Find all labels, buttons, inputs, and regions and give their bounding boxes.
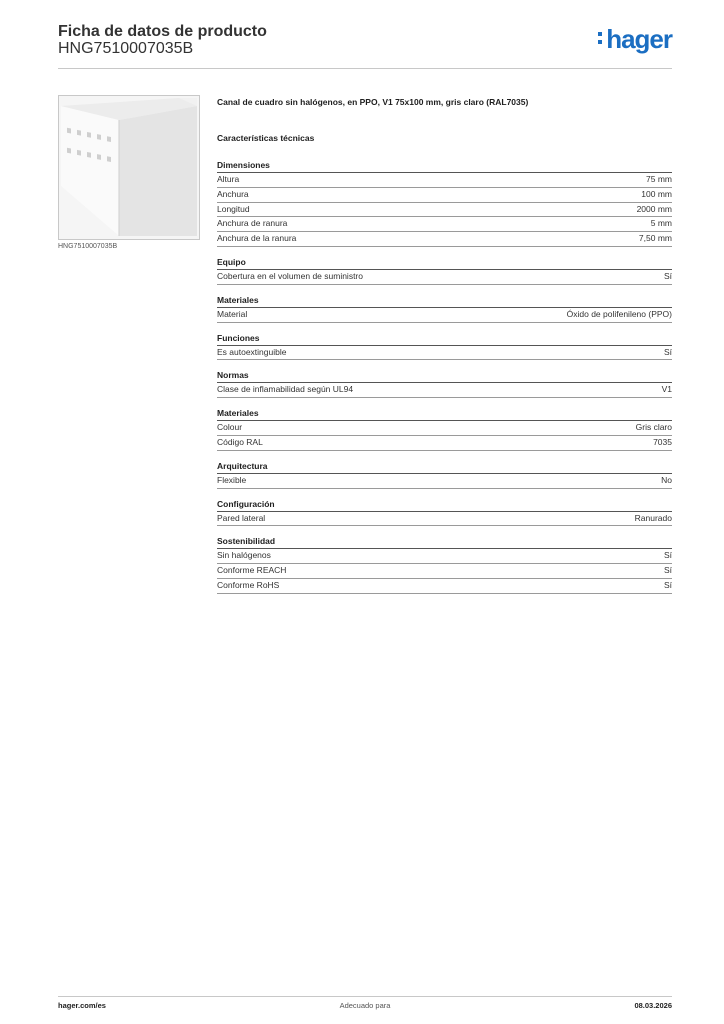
spec-row	[217, 512, 672, 527]
spec-section	[217, 369, 672, 398]
section-title: Arquitectura	[217, 460, 672, 474]
spec-value: Gris claro	[635, 422, 672, 433]
spec-row	[217, 217, 672, 232]
section-title: Dimensiones	[217, 159, 672, 173]
footer-website: hager.com/es	[58, 1001, 106, 1010]
spec-value: No	[661, 474, 672, 485]
section-title: Configuración	[217, 498, 672, 512]
spec-label: Anchura de ranura	[217, 218, 288, 229]
spec-row	[217, 308, 672, 323]
section-title: Equipo	[217, 256, 672, 270]
spec-section	[217, 332, 672, 361]
logo-text: hager	[606, 24, 672, 54]
spec-label: Es autoextinguible	[217, 346, 287, 357]
section-title: Materiales	[217, 294, 672, 308]
spec-value: Sí	[663, 270, 672, 281]
spec-label: Sin halógenos	[217, 550, 271, 561]
footer-center-text: Adecuado para	[339, 1001, 391, 1010]
technical-characteristics-title: Características técnicas	[217, 133, 315, 143]
cable-trunking-icon	[59, 96, 199, 239]
spec-row	[217, 549, 672, 564]
spec-row	[217, 270, 672, 285]
spec-section	[217, 159, 672, 247]
spec-value: 75 mm	[646, 174, 672, 184]
spec-value: 2000 mm	[636, 203, 672, 214]
spec-label: Anchura de la ranura	[217, 233, 297, 244]
spec-row	[217, 203, 672, 218]
spec-row	[217, 173, 672, 188]
spec-row	[217, 232, 672, 247]
section-title: Normas	[217, 369, 672, 383]
spec-section	[217, 498, 672, 527]
footer-date: 08.03.2026	[634, 1001, 672, 1010]
spec-label: Altura	[217, 174, 240, 184]
spec-label: Cobertura en el volumen de suministro	[217, 270, 363, 281]
spec-label: Material	[217, 308, 248, 319]
spec-value: Sí	[663, 579, 672, 590]
product-code: HNG7510007035B	[58, 40, 194, 57]
page-footer	[58, 996, 672, 1013]
logo-dots-icon	[598, 32, 602, 48]
spec-label: Flexible	[217, 474, 247, 485]
spec-label: Pared lateral	[217, 512, 266, 523]
spec-value: 5 mm	[650, 218, 672, 229]
spec-label: Longitud	[217, 203, 250, 214]
document-title: Ficha de datos de producto	[58, 23, 267, 40]
spec-label: Anchura	[217, 188, 249, 199]
spec-row	[217, 564, 672, 579]
spec-value: 7035	[653, 436, 672, 447]
spec-row	[217, 383, 672, 398]
spec-row	[217, 436, 672, 451]
spec-value: Sí	[663, 565, 672, 576]
spec-value: 7,50 mm	[638, 233, 672, 244]
spec-section	[217, 407, 672, 451]
spec-label: Conforme REACH	[217, 565, 287, 576]
spec-value: 100 mm	[641, 188, 672, 199]
spec-sections	[217, 159, 672, 594]
product-image	[58, 95, 200, 240]
spec-row	[217, 579, 672, 594]
spec-section	[217, 294, 672, 323]
page-header	[58, 20, 672, 69]
section-title: Funciones	[217, 332, 672, 346]
spec-content	[217, 95, 672, 603]
section-title: Materiales	[217, 407, 672, 421]
spec-label: Colour	[217, 422, 243, 433]
spec-row	[217, 421, 672, 436]
spec-row	[217, 346, 672, 361]
image-caption: HNG7510007035B	[58, 243, 118, 250]
spec-value: Sí	[663, 346, 672, 357]
spec-section	[217, 535, 672, 593]
spec-row	[217, 474, 672, 489]
spec-value: V1	[661, 384, 672, 395]
spec-section	[217, 256, 672, 285]
spec-section	[217, 460, 672, 489]
spec-value: Sí	[663, 550, 672, 561]
hager-logo	[606, 24, 672, 55]
product-description: Canal de cuadro sin halógenos, en PPO, V1 75x100 mm, gris claro (RAL7035)	[217, 97, 529, 107]
spec-label: Código RAL	[217, 436, 263, 447]
spec-label: Clase de inflamabilidad según UL94	[217, 384, 354, 395]
spec-value: Óxido de polifenileno (PPO)	[566, 308, 672, 319]
spec-row	[217, 188, 672, 203]
spec-label: Conforme RoHS	[217, 579, 280, 590]
spec-value: Ranurado	[634, 512, 672, 523]
section-title: Sostenibilidad	[217, 535, 672, 549]
